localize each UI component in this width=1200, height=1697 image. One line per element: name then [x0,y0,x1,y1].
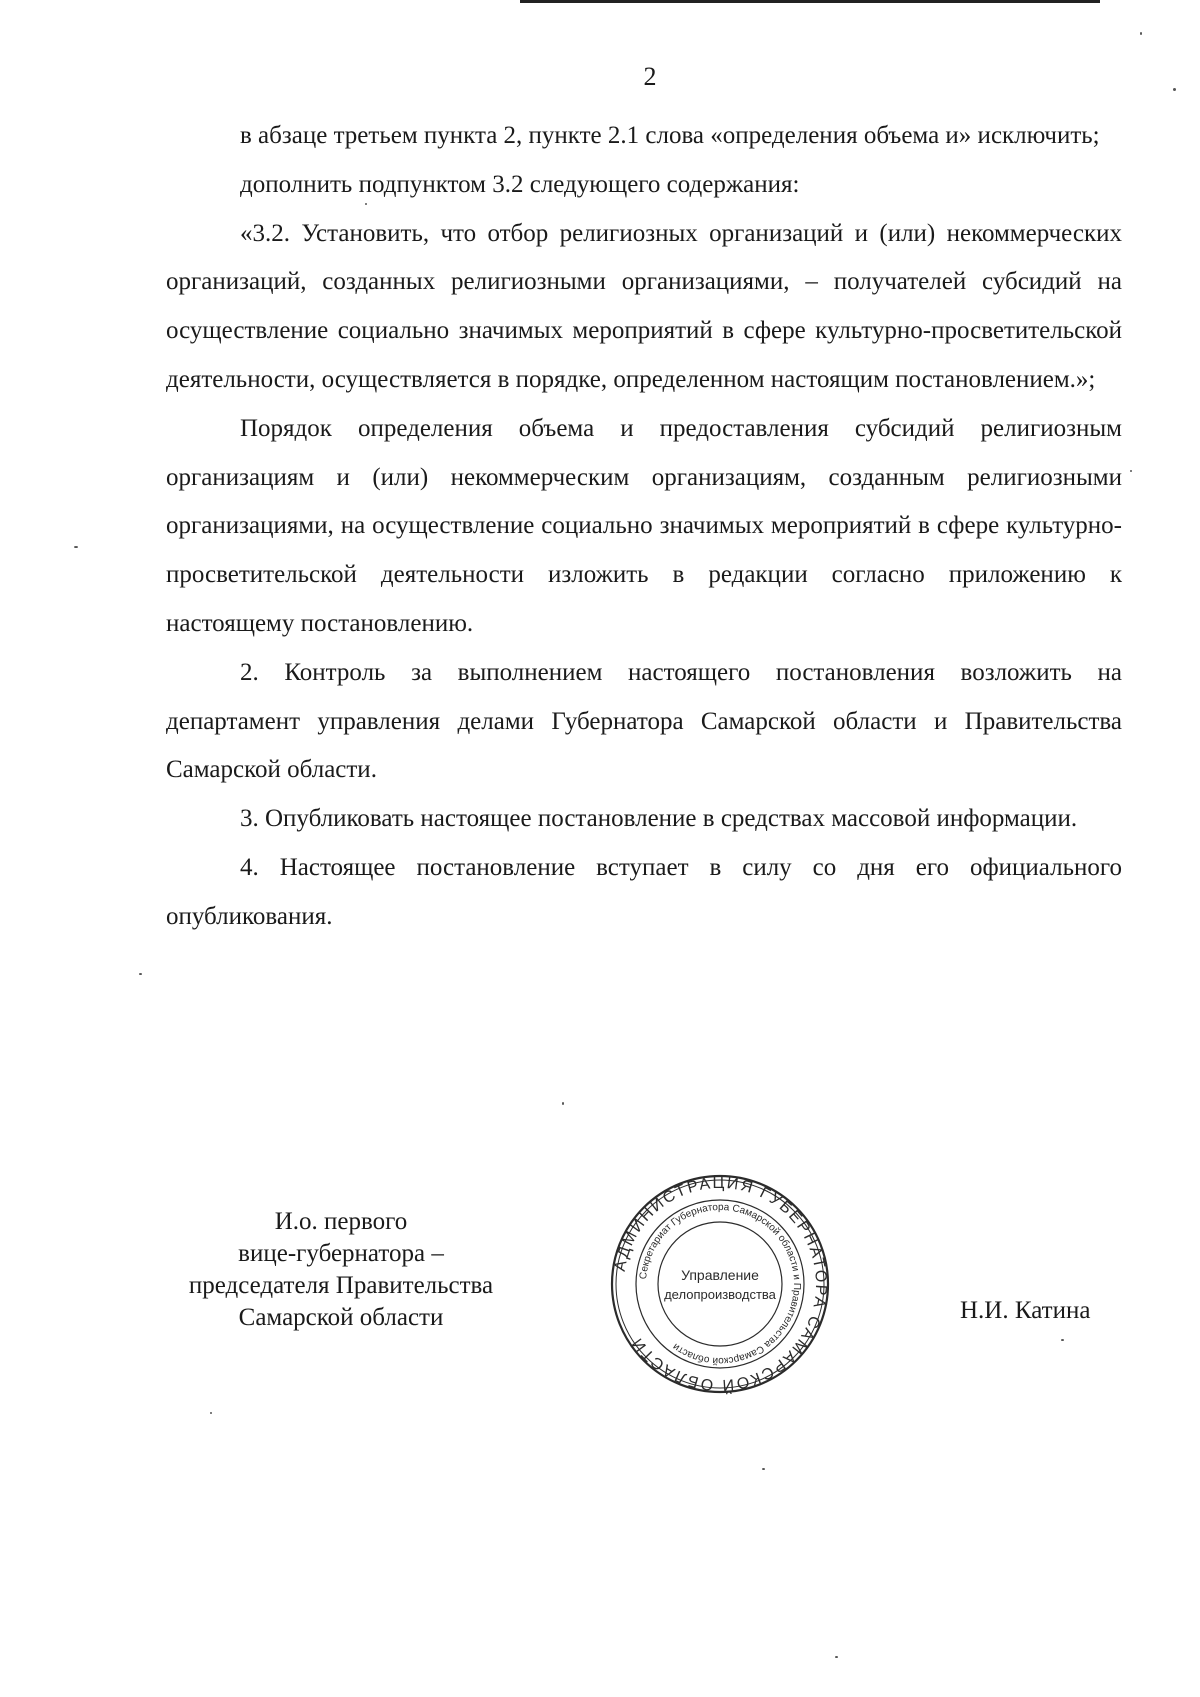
scan-speck [365,203,367,205]
scan-speck [1140,32,1142,35]
scan-speck [139,973,142,975]
seal-inner-text: Секретариат Губернатора Самарской области и Правительства Самарской области [638,1201,803,1367]
paragraph-5: 2. Контроль за выполнением настоящего постановления возложить на департамент управления делами Губернатора Самарской области и Правительства Самарской области. [166,658,1122,784]
signatory-title-line: вице-губернатора – [238,1240,444,1267]
seal-center-line-1: Управление [681,1267,759,1283]
seal-stamp-graphic [609,1173,831,1395]
signatory-title-line: Самарской области [238,1304,444,1331]
signatory-title-line: И.о. первого [274,1208,408,1235]
seal-outer-text: АДМИНИСТРАЦИЯ ГУБЕРНАТОРА САМАРСКОЙ ОБЛАСТИ [611,1174,830,1394]
signatory-name: Н.И. Катина [960,1297,1091,1324]
scan-speck [762,1468,765,1470]
seal-center-line-2: делопроизводства [664,1287,776,1302]
signatory-title [150,1206,532,1334]
scan-speck [1173,88,1176,91]
paragraph-3: «3.2. Установить, что отбор религиозных организаций и (или) некоммерческих организаций, созданных религиозными организациями, – получателей субсидий на осуществление социально значимых мероприятий в сфере культурно-просветительской деятельности, осуществляется в порядке, определенном настоящим постановлением.»; [166,219,1122,393]
paragraph-4: Порядок определения объема и предоставления субсидий религиозным организациям и (или) некоммерческим организациям, созданным религиозными организациями, на осуществление социально значимых мероприятий в сфере культурно-просветительской деятельности изложить в редакции согласно приложению к настоящему постановлению. [166,414,1122,637]
scan-speck [835,1656,838,1658]
paragraph-7: 4. Настоящее постановление вступает в силу со дня его официального опубликования. [166,853,1122,930]
scan-speck [1061,1339,1064,1341]
scan-speck [562,1102,564,1105]
signatory-title-line: председателя Правительства [188,1272,494,1299]
document-body [166,112,1122,942]
paragraph-6: 3. Опубликовать настоящее постановление в средствах массовой информации. [240,805,1078,833]
official-seal [609,1173,831,1395]
paragraph-1: в абзаце третьем пункта 2, пункте 2.1 слова «определения объема и» исключить; [240,122,1100,149]
scan-speck [1130,470,1132,472]
top-rule [520,0,1100,3]
scan-speck [74,546,78,548]
scan-speck [210,1412,212,1414]
paragraph-2: дополнить подпунктом 3.2 следующего содержания: [240,170,800,198]
page-number: 2 [643,62,657,91]
